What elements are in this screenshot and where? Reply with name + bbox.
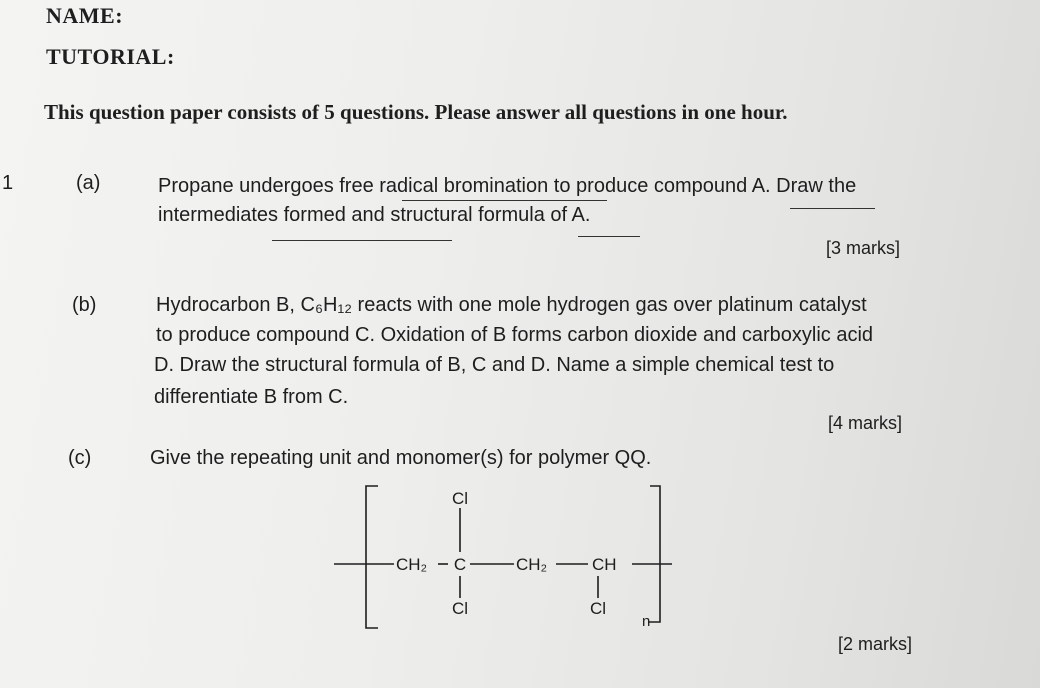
name-label: NAME: bbox=[46, 3, 124, 28]
part-a-line2: intermediates formed and structural formula of A. bbox=[158, 204, 591, 226]
ch2-b-group: CH₂ bbox=[516, 555, 548, 574]
underline-mark bbox=[790, 208, 875, 209]
cl-top-atom: Cl bbox=[451, 489, 469, 508]
ch-group: CH bbox=[592, 555, 617, 574]
part-c-label: (c) bbox=[68, 447, 92, 469]
left-bracket bbox=[366, 486, 378, 628]
part-b-label: (b) bbox=[72, 294, 97, 316]
part-b-marks: [4 marks] bbox=[828, 413, 903, 433]
ch2-a-group: CH₂ bbox=[396, 555, 428, 574]
part-b-line4: differentiate B from C. bbox=[154, 386, 349, 408]
question-number: 1 bbox=[2, 172, 14, 194]
part-a-marks: [3 marks] bbox=[826, 238, 901, 258]
c-center-atom: C bbox=[453, 555, 467, 574]
part-a-line1: Propane undergoes free radical bromination to produce compound A. Draw the bbox=[158, 175, 857, 197]
polymer-structure bbox=[320, 480, 680, 640]
underline-mark bbox=[272, 240, 452, 241]
part-a-label: (a) bbox=[76, 172, 101, 194]
right-bracket bbox=[648, 486, 660, 622]
underline-mark bbox=[578, 236, 640, 237]
instructions: This question paper consists of 5 questions. Please answer all questions in one hour. bbox=[44, 100, 788, 124]
subscript-n: n bbox=[642, 613, 651, 630]
part-b-line1: Hydrocarbon B, C₆H₁₂ reacts with one mole hydrogen gas over platinum catalyst bbox=[156, 294, 867, 316]
cl-bottom-atom: Cl bbox=[451, 599, 469, 618]
part-b-line3: D. Draw the structural formula of B, C and D. Name a simple chemical test to bbox=[154, 354, 835, 376]
part-c-text: Give the repeating unit and monomer(s) for polymer QQ. bbox=[150, 447, 652, 469]
tutorial-label: TUTORIAL: bbox=[46, 44, 175, 69]
part-c-marks: [2 marks] bbox=[838, 634, 913, 654]
underline-mark bbox=[402, 200, 607, 201]
cl-ch-atom: Cl bbox=[589, 599, 607, 618]
part-b-line2: to produce compound C. Oxidation of B forms carbon dioxide and carboxylic acid bbox=[156, 324, 874, 346]
